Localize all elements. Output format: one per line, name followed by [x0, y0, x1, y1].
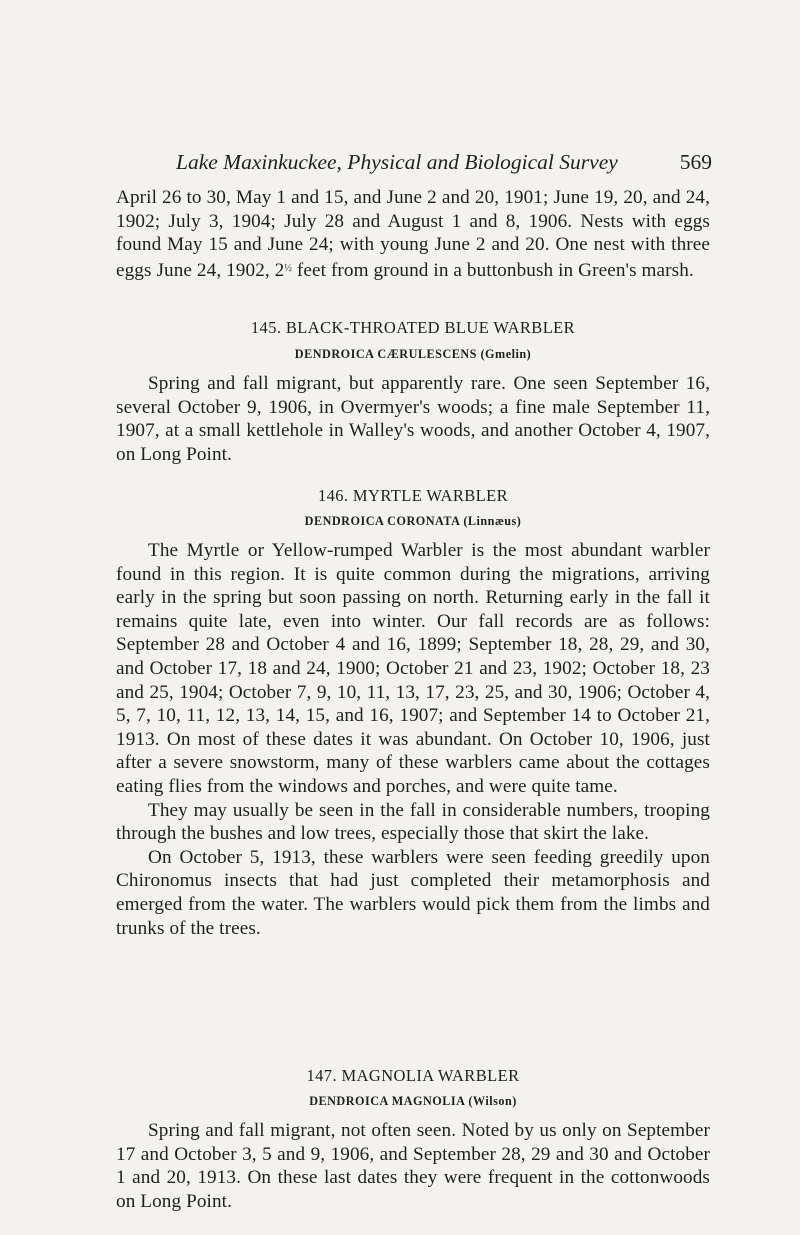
running-title: Lake Maxinkuckee, Physical and Biological Survey [176, 150, 618, 174]
intro-text-end: feet from ground in a buttonbush in Green's marsh. [292, 259, 694, 281]
scientific-name-147: DENDROICA MAGNOLIA (Wilson) [309, 1094, 517, 1108]
intro-text-block [116, 186, 710, 282]
paragraph: The Myrtle or Yellow-rumped Warbler is the most abundant warbler found in this region. It is quite common during the migrations, arriving early in the spring but soon passing on north. Returning early in the fall it remains quite late, even into winter. Our fall records are as follows: September 28 and October 4 and 16, 1899; September 18, 28, 29, and 30, and October 17, 18 and 24, 1900; October 21 and 23, 1902; October 18, 23 and 25, 1904; October 7, 9, 10, 11, 13, 17, 23, 25, and 30, 1906; October 4, 5, 7, 10, 11, 12, 13, 14, 15, and 16, 1907; and September 14 to October 21, 1913. On most of these dates it was abundant. On October 10, 1906, just after a severe snowstorm, many of these warblers came about the cottages eating flies from the windows and porches, and were quite tame. [116, 540, 710, 797]
intro-paragraph [116, 186, 710, 282]
paragraph: Spring and fall migrant, not often seen. Noted by us only on September 17 and October 3, 5 and 9, 1906, and September 28, 29 and 30 and October 1 and 20, 1913. On these last dates they were frequent in the cottonwoods on Long Point. [116, 1120, 710, 1212]
intro-text: April 26 to 30, May 1 and 15, and June 2 and 20, 1901; June 19, 20, and 24, 1902; July 3, 1904; July 28 and August 1 and 8, 1906. Nests with eggs found May 15 and June 24; with young June 2 and 20. One nest with three eggs June 24, 1902, 2 [116, 187, 710, 281]
scientific-name-146: DENDROICA CORONATA (Linnæus) [304, 514, 522, 528]
paragraph: Spring and fall migrant, but apparently rare. One seen September 16, several October 9, 1906, in Overmyer's woods; a fine male September 11, 1907, at a small kettlehole in Walley's woods, and another October 4, 1907, on Long Point. [116, 373, 710, 465]
species-147-text [116, 1119, 710, 1213]
paragraph: They may usually be seen in the fall in considerable numbers, trooping through the bushes and low trees, especially those that skirt the lake. [116, 799, 710, 845]
species-146-text [116, 539, 710, 940]
species-heading-146: 146. MYRTLE WARBLER [317, 486, 509, 505]
fraction-half: ½ [284, 262, 292, 274]
running-header [176, 150, 712, 180]
species-heading-145: 145. BLACK-THROATED BLUE WARBLER [250, 318, 576, 337]
page-number: 569 [679, 150, 712, 174]
scientific-name-145: DENDROICA CÆRULESCENS (Gmelin) [294, 347, 532, 361]
species-145-text [116, 372, 710, 466]
paragraph: On October 5, 1913, these warblers were seen feeding greedily upon Chironomus insects that had just completed their metamorphosis and emerged from the water. The warblers would pick them from the limbs and trunks of the trees. [116, 846, 710, 939]
species-heading-147: 147. MAGNOLIA WARBLER [306, 1066, 520, 1085]
